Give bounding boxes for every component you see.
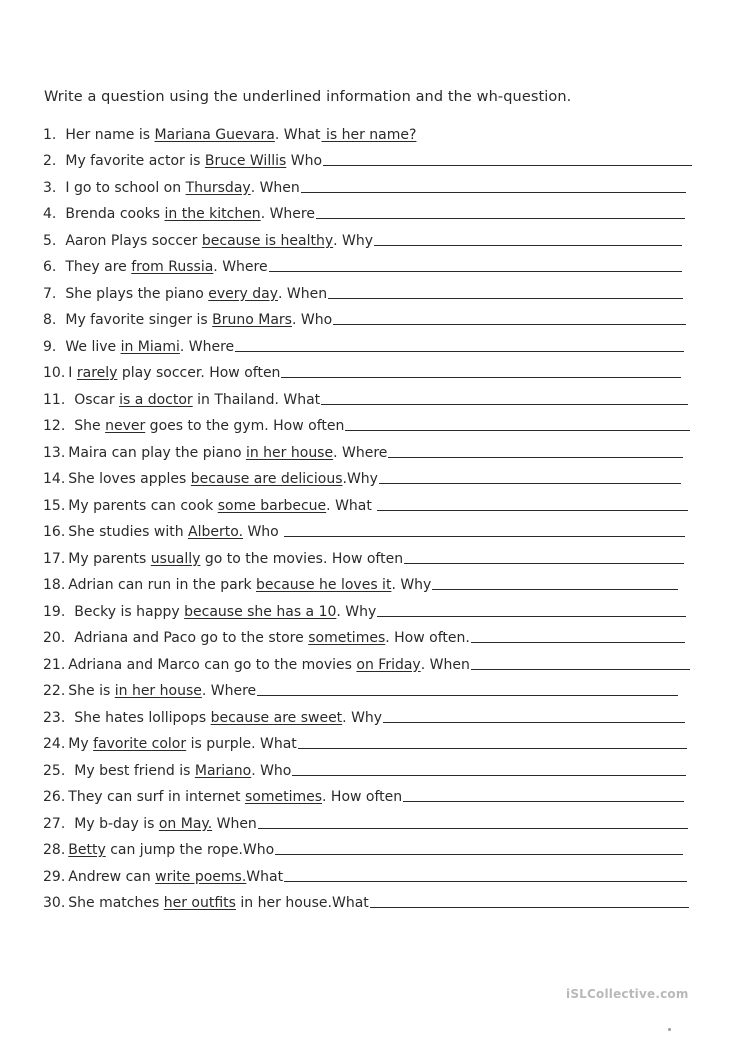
sentence-text: My best friend is	[74, 762, 195, 779]
question-number: 11.	[43, 391, 66, 408]
sentence-text: . When	[250, 179, 300, 196]
sentence-text: . How often	[322, 789, 403, 805]
question-row	[0, 116, 735, 143]
sentence-text: Adrian can run in the park	[68, 577, 257, 593]
underlined-info: because he loves it	[256, 577, 392, 593]
underlined-info: from Russia	[131, 259, 214, 275]
answer-blank[interactable]	[292, 775, 686, 776]
answer-blank[interactable]	[383, 722, 685, 723]
answer-blank[interactable]	[377, 616, 686, 617]
sentence-text: My favorite singer is	[65, 312, 213, 328]
question-row	[0, 302, 735, 329]
question-number: 28.	[43, 842, 66, 858]
answer-blank[interactable]	[328, 298, 683, 299]
sentence-text: is purple. What	[186, 736, 297, 752]
underlined-info: never	[105, 418, 146, 434]
answer-blank[interactable]	[370, 907, 689, 908]
answer-blank[interactable]	[275, 854, 683, 855]
question-number: 20.	[43, 630, 66, 646]
question-number: 30.	[43, 895, 66, 911]
question-row	[0, 646, 735, 673]
sentence-text: Adriana and Paco go to the store	[74, 630, 309, 646]
question-number: 8.	[43, 312, 57, 328]
sentence-text: . Where	[260, 206, 315, 222]
answer-blank[interactable]	[269, 271, 682, 272]
sentence-text: Becky is happy	[74, 603, 185, 620]
sentence-text: Maira can play the piano	[68, 444, 246, 461]
answer-blank[interactable]	[235, 351, 684, 352]
question-number: 2.	[43, 153, 57, 169]
answer-blank[interactable]	[321, 404, 688, 405]
answer-blank[interactable]	[404, 563, 684, 564]
underlined-info: because are sweet	[210, 709, 343, 726]
underlined-info: Betty	[68, 842, 106, 858]
answer-blank[interactable]	[333, 324, 686, 325]
question-row	[0, 328, 735, 355]
question-number: 5.	[43, 232, 57, 249]
sentence-text: can jump the rope.Who	[105, 842, 275, 858]
question-row	[0, 540, 735, 567]
sentence-text: .Why	[342, 471, 378, 487]
underlined-info: Alberto.	[188, 524, 244, 540]
underlined-info: sometimes	[308, 630, 386, 646]
question-number: 27.	[43, 815, 66, 832]
question-row	[0, 143, 735, 170]
sentence-text: Andrew can	[68, 868, 156, 885]
answer-blank[interactable]	[316, 218, 685, 219]
sentence-text: . Why	[336, 603, 377, 620]
question-row	[0, 461, 735, 488]
sentence-text: Her name is	[65, 126, 155, 143]
question-row	[0, 620, 735, 647]
question-row	[0, 593, 735, 620]
question-number: 24.	[43, 736, 66, 752]
question-number: 22.	[43, 683, 66, 699]
instructions: Write a question using the underlined information and the wh-question.	[44, 89, 572, 105]
underlined-info: because is healthy	[201, 232, 334, 249]
underlined-info: on May.	[158, 815, 213, 832]
sentence-text: . How often.	[385, 630, 470, 646]
question-row	[0, 779, 735, 806]
sentence-text: in Thailand. What	[192, 391, 321, 408]
sentence-text: My b-day is	[74, 815, 159, 832]
underlined-info: favorite color	[93, 736, 187, 752]
sentence-text: She is	[68, 683, 115, 699]
sentence-text: . Who	[291, 312, 333, 328]
question-number: 3.	[43, 179, 57, 196]
question-number: 14.	[43, 471, 66, 487]
question-row	[0, 858, 735, 885]
underlined-info: Bruce Willis	[204, 153, 287, 169]
sentence-text: . What	[326, 497, 377, 514]
underlined-info: Bruno Mars	[212, 312, 292, 328]
sentence-text: What	[246, 868, 284, 885]
sentence-text: . Where	[213, 259, 268, 275]
underlined-info: because are delicious	[190, 471, 343, 487]
underlined-info: on Friday	[356, 656, 421, 673]
question-number: 7.	[43, 285, 57, 302]
sentence-text: go to the movies. How often	[200, 550, 404, 567]
underlined-info: because she has a 10	[184, 603, 337, 620]
answer-blank[interactable]	[345, 430, 690, 431]
underlined-info: rarely	[76, 365, 118, 381]
question-number: 1.	[43, 126, 57, 143]
underlined-info: in Miami	[120, 338, 180, 355]
sentence-text: goes to the gym. How often	[145, 418, 345, 434]
sentence-text: We live	[65, 338, 121, 355]
sentence-text: . What	[274, 126, 321, 143]
question-row	[0, 673, 735, 700]
underlined-info: usually	[150, 550, 201, 567]
sentence-text: I go to school on	[65, 179, 186, 196]
question-row	[0, 169, 735, 196]
question-row	[0, 408, 735, 435]
underlined-info: Thursday	[185, 179, 251, 196]
question-number: 9.	[43, 338, 57, 355]
sentence-text: . Why	[342, 709, 383, 726]
underlined-info: in the kitchen	[164, 206, 261, 222]
answer-blank[interactable]	[379, 483, 681, 484]
question-row	[0, 514, 735, 541]
sentence-text: in her house.What	[235, 895, 369, 911]
sentence-text: They are	[65, 259, 132, 275]
question-row	[0, 805, 735, 832]
sentence-text: Oscar	[74, 391, 120, 408]
underlined-info: some barbecue	[217, 497, 327, 514]
question-number: 10.	[43, 365, 66, 381]
underlined-info: is a doctor	[119, 391, 193, 408]
answer-blank[interactable]	[301, 192, 686, 193]
answer-blank[interactable]	[284, 881, 687, 882]
answer-blank[interactable]	[377, 510, 688, 511]
underlined-info: Mariana Guevara	[154, 126, 275, 143]
sentence-text: She matches	[68, 895, 164, 911]
answer-blank[interactable]	[258, 828, 688, 829]
sentence-text: . When	[420, 656, 470, 673]
question-number: 29.	[43, 868, 66, 885]
answer-blank[interactable]	[323, 165, 692, 166]
question-row	[0, 726, 735, 753]
sentence-text: . Where	[333, 444, 388, 461]
question-row	[0, 275, 735, 302]
sentence-text: . When	[278, 285, 328, 302]
question-number: 16.	[43, 524, 66, 540]
page-mark	[668, 1028, 671, 1031]
watermark: iSLCollective.com	[566, 987, 689, 1001]
question-number: 12.	[43, 418, 66, 434]
question-row	[0, 222, 735, 249]
sentence-text: When	[212, 815, 257, 832]
question-row	[0, 885, 735, 912]
sentence-text: Who	[243, 524, 284, 540]
question-row	[0, 752, 735, 779]
sentence-text: . Where	[201, 683, 257, 699]
sentence-text: She loves apples	[68, 471, 191, 487]
underlined-info: in her house	[114, 683, 202, 699]
answer-blank[interactable]	[403, 801, 684, 802]
sentence-text: . Why	[333, 232, 374, 249]
sentence-text: My parents	[68, 550, 151, 567]
answer-blank[interactable]	[298, 748, 687, 749]
answer-blank[interactable]	[388, 457, 683, 458]
underlined-info: sometimes	[244, 789, 323, 805]
answer-blank[interactable]	[471, 669, 690, 670]
sentence-text: She studies with	[68, 524, 189, 540]
question-row	[0, 381, 735, 408]
question-row	[0, 567, 735, 594]
sentence-text: My parents can cook	[68, 497, 218, 514]
underlined-info: in her house	[245, 444, 334, 461]
sentence-text: She plays the piano	[65, 285, 209, 302]
question-row	[0, 249, 735, 276]
question-row	[0, 832, 735, 859]
question-number: 19.	[43, 603, 66, 620]
underlined-info: write poems.	[155, 868, 247, 885]
sentence-text: play soccer. How often	[117, 365, 281, 381]
sentence-text: My	[68, 736, 94, 752]
question-row	[0, 196, 735, 223]
question-row	[0, 699, 735, 726]
question-number: 4.	[43, 206, 57, 222]
question-number: 25.	[43, 762, 66, 779]
underlined-info: her outfits	[163, 895, 236, 911]
question-number: 23.	[43, 709, 66, 726]
question-number: 6.	[43, 259, 57, 275]
sentence-text: . Who	[251, 762, 292, 779]
question-number: 13.	[43, 444, 66, 461]
sentence-text: She	[74, 418, 106, 434]
sentence-text: Adriana and Marco can go to the movies	[68, 656, 357, 673]
sentence-text: They can surf in internet	[68, 789, 245, 805]
sentence-text: . Why	[391, 577, 432, 593]
question-row	[0, 355, 735, 382]
question-number: 21.	[43, 656, 66, 673]
question-number: 26.	[43, 789, 66, 805]
answer-text: is her name?	[321, 126, 417, 143]
question-number: 17.	[43, 550, 66, 567]
sentence-text: Aaron Plays soccer	[65, 232, 202, 249]
sentence-text: She hates lollipops	[74, 709, 211, 726]
sentence-text: . Where	[179, 338, 235, 355]
question-number: 18.	[43, 577, 66, 593]
answer-blank[interactable]	[281, 377, 681, 378]
question-number: 15.	[43, 497, 66, 514]
answer-blank[interactable]	[471, 642, 685, 643]
question-list	[0, 116, 735, 911]
answer-blank[interactable]	[432, 589, 678, 590]
sentence-text: I	[68, 365, 77, 381]
underlined-info: every day	[208, 285, 279, 302]
question-row	[0, 487, 735, 514]
sentence-text: My favorite actor is	[65, 153, 205, 169]
answer-blank[interactable]	[257, 695, 678, 696]
question-row	[0, 434, 735, 461]
answer-blank[interactable]	[284, 536, 685, 537]
underlined-info: Mariano	[194, 762, 252, 779]
sentence-text: Brenda cooks	[65, 206, 165, 222]
answer-blank[interactable]	[374, 245, 682, 246]
sentence-text: Who	[286, 153, 323, 169]
